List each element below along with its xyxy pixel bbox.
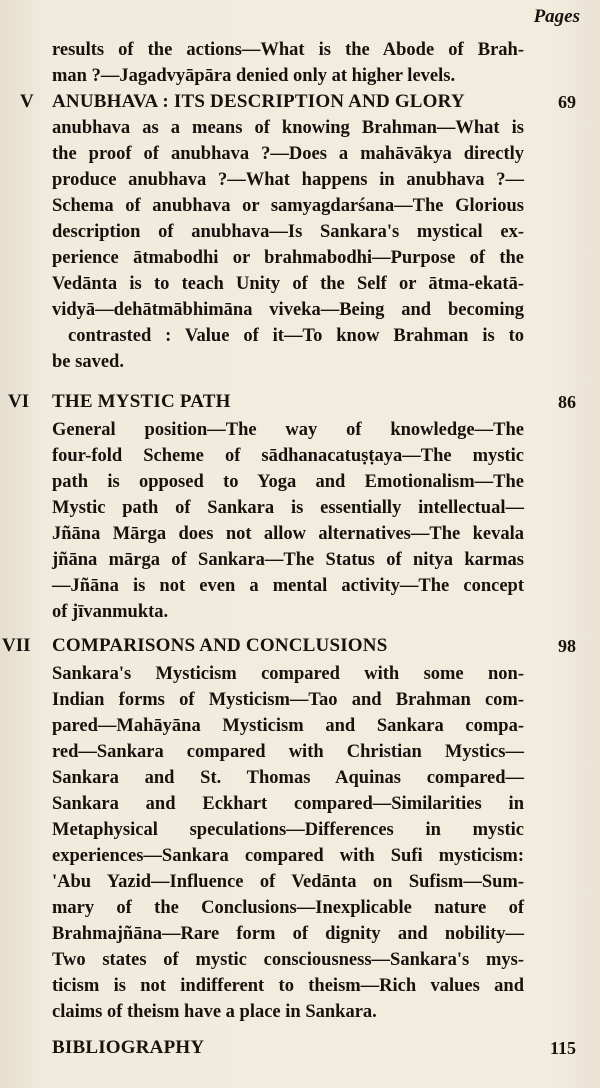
toc-line-text: Vedānta is to teach Unity of the Self or ātma-ekatā- xyxy=(52,274,524,294)
toc-line-text: General position—The way of knowledge—The xyxy=(52,420,524,440)
toc-line-text: Mystic path of Sankara is essentially intellectual— xyxy=(52,498,524,518)
toc-line-text: Two states of mystic consciousness—Sankara's mys- xyxy=(52,950,524,970)
toc-line-text: anubhava as a means of knowing Brahman—What is xyxy=(52,118,524,138)
toc-line-text: Metaphysical speculations—Differences in mystic xyxy=(52,820,524,840)
toc-line-text: path is opposed to Yoga and Emotionalism—The xyxy=(52,472,524,492)
chapter-page-number: 86 xyxy=(558,392,576,412)
toc-line-text: Sankara and Eckhart compared—Similarities in xyxy=(52,794,524,814)
toc-line-text: contrasted : Value of it—To know Brahman is to xyxy=(68,326,524,346)
toc-line-text: four-fold Scheme of sādhanacatuṣṭaya—The mystic xyxy=(52,446,524,466)
toc-line-text: experiences—Sankara compared with Sufi mysticism: xyxy=(52,846,524,866)
toc-line-text: mary of the Conclusions—Inexplicable nature of xyxy=(52,898,524,918)
chapter-page-number: 69 xyxy=(558,92,576,112)
toc-line-text: the proof of anubhava ?—Does a mahāvākya directly xyxy=(52,144,524,164)
chapter-numeral: VI xyxy=(8,391,30,412)
toc-line-text: Schema of anubhava or samyagdarśana—The Glorious xyxy=(52,196,524,216)
chapter-page-number: 98 xyxy=(558,636,576,656)
toc-line-text: perience ātmabodhi or brahmabodhi—Purpose of the xyxy=(52,248,524,268)
toc-line-text: of jīvanmukta. xyxy=(52,602,169,622)
chapter-numeral: VII xyxy=(2,635,31,656)
toc-line-text: Sankara and St. Thomas Aquinas compared— xyxy=(52,768,524,788)
toc-line-text: claims of theism have a place in Sankara. xyxy=(52,1002,377,1022)
chapter-numeral: V xyxy=(20,91,34,112)
toc-line-text: jñāna mārga of Sankara—The Status of nitya karmas xyxy=(52,550,524,570)
chapter-title: THE MYSTIC PATH xyxy=(52,391,231,412)
toc-line-text: pared—Mahāyāna Mysticism and Sankara compa- xyxy=(52,716,524,736)
chapter-title: ANUBHAVA : ITS DESCRIPTION AND GLORY xyxy=(52,91,465,112)
toc-line-text: produce anubhava ?—What happens in anubhava ?— xyxy=(52,170,524,190)
chapter-title: COMPARISONS AND CONCLUSIONS xyxy=(52,635,388,656)
toc-line-text: be saved. xyxy=(52,352,124,372)
toc-line-text: Indian forms of Mysticism—Tao and Brahman com- xyxy=(52,690,524,710)
toc-line-text: red—Sankara compared with Christian Mystics— xyxy=(52,742,524,762)
toc-line-text: vidyā—dehātmābhimāna viveka—Being and becoming xyxy=(52,300,524,320)
toc-line-text: man ?—Jagadvyāpāra denied only at higher levels. xyxy=(52,66,456,86)
toc-line-text: Brahmajñāna—Rare form of dignity and nobility— xyxy=(52,924,524,944)
pages-column-label: Pages xyxy=(533,6,580,27)
chapter-title: BIBLIOGRAPHY xyxy=(52,1037,205,1058)
toc-line-text: —Jñāna is not even a mental activity—The concept xyxy=(52,576,524,596)
chapter-page-number: 115 xyxy=(549,1038,576,1058)
toc-line-text: Jñāna Mārga does not allow alternatives—The kevala xyxy=(52,524,524,544)
toc-line-text: description of anubhava—Is Sankara's mystical ex- xyxy=(52,222,524,242)
toc-line-text: results of the actions—What is the Abode of Brah- xyxy=(52,40,524,60)
toc-line-text: Sankara's Mysticism compared with some non- xyxy=(52,664,524,684)
toc-line-text: ticism is not indifferent to theism—Rich values and xyxy=(52,976,524,996)
toc-line-text: 'Abu Yazid—Influence of Vedānta on Sufism—Sum- xyxy=(52,872,524,892)
